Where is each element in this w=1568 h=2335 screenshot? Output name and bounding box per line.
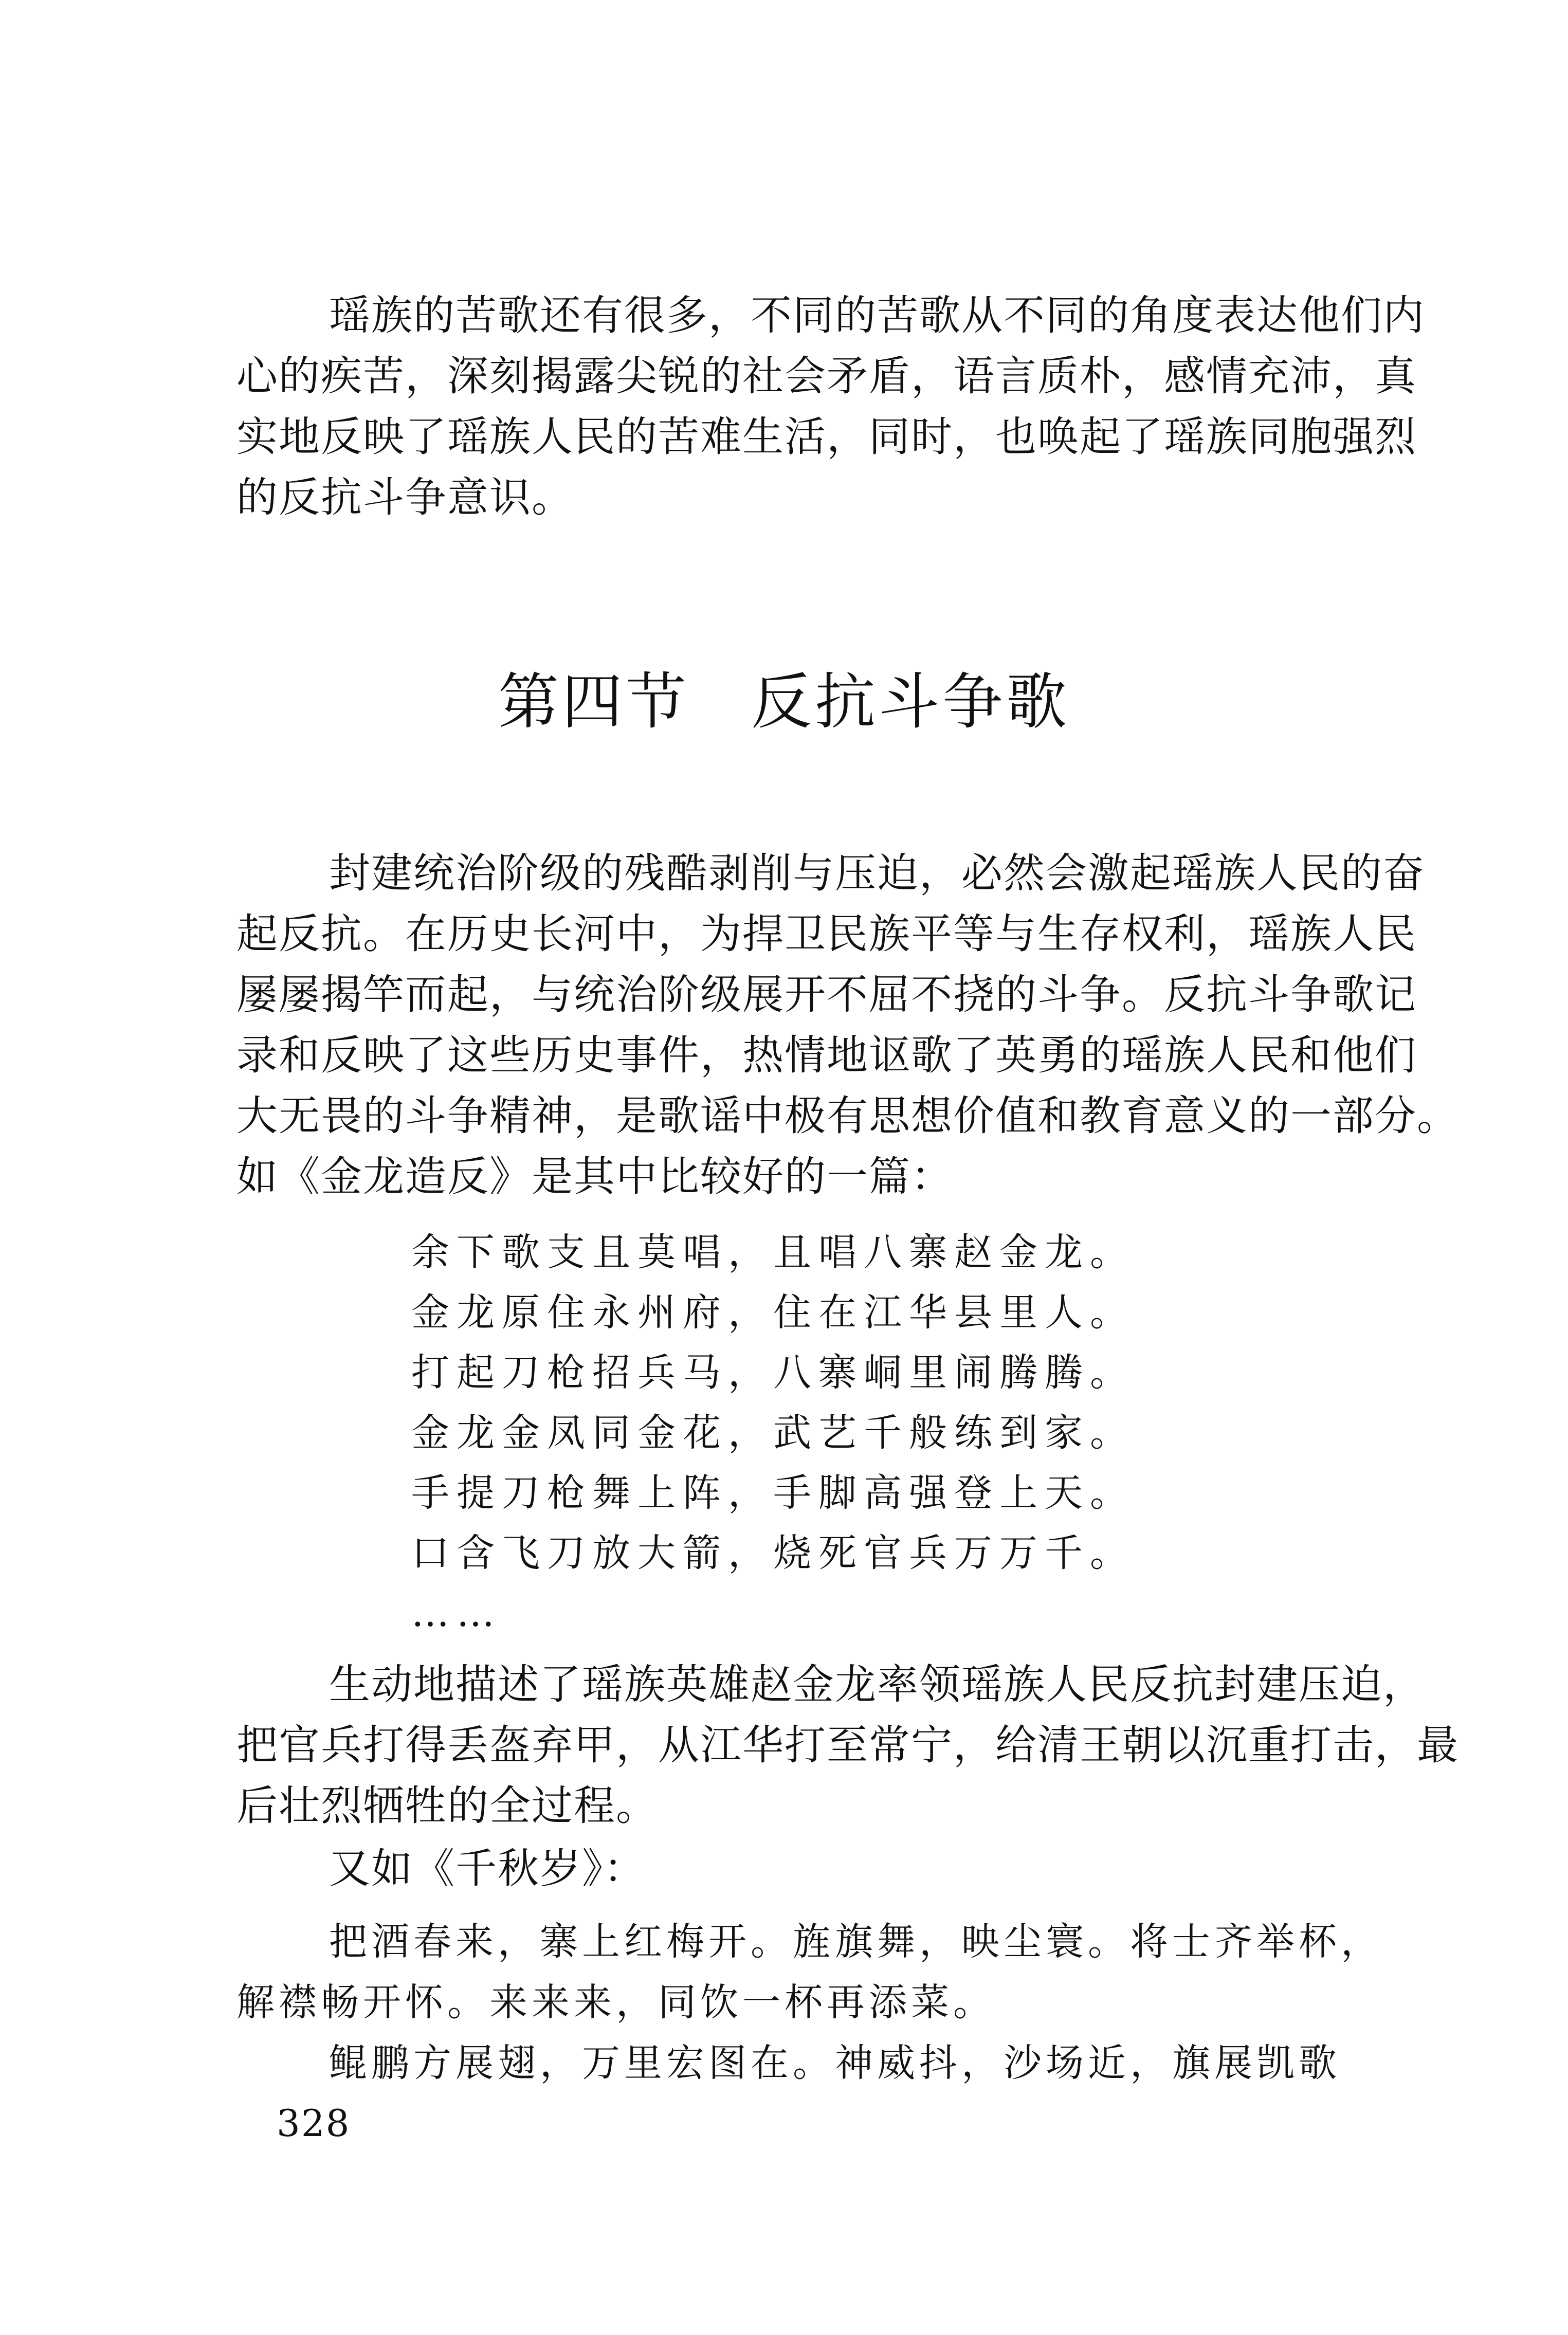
text-line: 又如《千秋岁》： [329, 1845, 646, 1892]
poem-line: 金龙原住永州府，住在江华县里人。 [411, 1290, 1135, 1335]
verse-line: 把酒春来，寨上红梅开。旌旗舞，映尘寰。将士齐举杯， [329, 1920, 1383, 1964]
verse-line: 鲲鹏方展翅，万里宏图在。神威抖，沙场近，旗展凯歌 [329, 2041, 1341, 2085]
text-line: 屡屡揭竿而起，与统治阶级展开不屈不挠的斗争。反抗斗争歌记 [236, 971, 1417, 1018]
paragraph-bitter-songs [236, 285, 1470, 528]
section-number: 第四节 [498, 666, 689, 737]
text-line: 大无畏的斗争精神，是歌谣中极有思想价值和教育意义的一部分。 [236, 1092, 1459, 1140]
text-line: 的反抗斗争意识。 [236, 473, 574, 521]
text-line: 心的疾苦，深刻揭露尖锐的社会矛盾，语言质朴，感情充沛，真 [236, 352, 1417, 400]
poem-jinlong-zaofan [411, 1223, 1135, 1644]
poem-line: 余下歌支且莫唱，且唱八寨赵金龙。 [411, 1230, 1135, 1274]
text-line: 封建统治阶级的残酷剥削与压迫，必然会激起瑶族人民的奋 [329, 849, 1425, 897]
text-line: 后壮烈牺牲的全过程。 [236, 1782, 658, 1830]
page-number: 328 [277, 2102, 351, 2145]
text-line: 起反抗。在历史长河中，为捍卫民族平等与生存权利，瑶族人民 [236, 910, 1417, 958]
text-line: 生动地描述了瑶族英雄赵金龙率领瑶族人民反抗封建压迫， [329, 1661, 1425, 1708]
text-line: 把官兵打得丢盔弃甲，从江华打至常宁，给清王朝以沉重打击，最 [236, 1721, 1459, 1769]
poem-line: 打起刀枪招兵马，八寨峒里闹腾腾。 [411, 1351, 1135, 1395]
paragraph-zhao-jinlong [236, 1654, 1470, 1836]
poem-line: 手提刀枪舞上阵，手脚高强登上天。 [411, 1471, 1135, 1515]
poem-ellipsis: …… [411, 1591, 502, 1635]
section-title: 反抗斗争歌 [751, 666, 1070, 737]
text-line: 实地反映了瑶族人民的苦难生活，同时，也唤起了瑶族同胞强烈 [236, 413, 1417, 461]
paragraph-resistance-intro [236, 843, 1470, 1207]
paragraph-qianqiu-intro [236, 1838, 1470, 1899]
verse-qianqiu-sui [236, 1911, 1470, 2093]
poem-line: 口含飞刀放大箭，烧死官兵万万千。 [411, 1531, 1135, 1575]
poem-line: 金龙金凤同金花，武艺千般练到家。 [411, 1411, 1135, 1455]
section-heading [0, 653, 1568, 740]
verse-line: 解襟畅开怀。来来来，同饮一杯再添菜。 [236, 1980, 995, 2024]
text-line: 录和反映了这些历史事件，热情地讴歌了英勇的瑶族人民和他们 [236, 1031, 1417, 1079]
text-line: 如《金龙造反》是其中比较好的一篇： [236, 1153, 953, 1200]
text-line: 瑶族的苦歌还有很多，不同的苦歌从不同的角度表达他们内 [329, 291, 1425, 339]
